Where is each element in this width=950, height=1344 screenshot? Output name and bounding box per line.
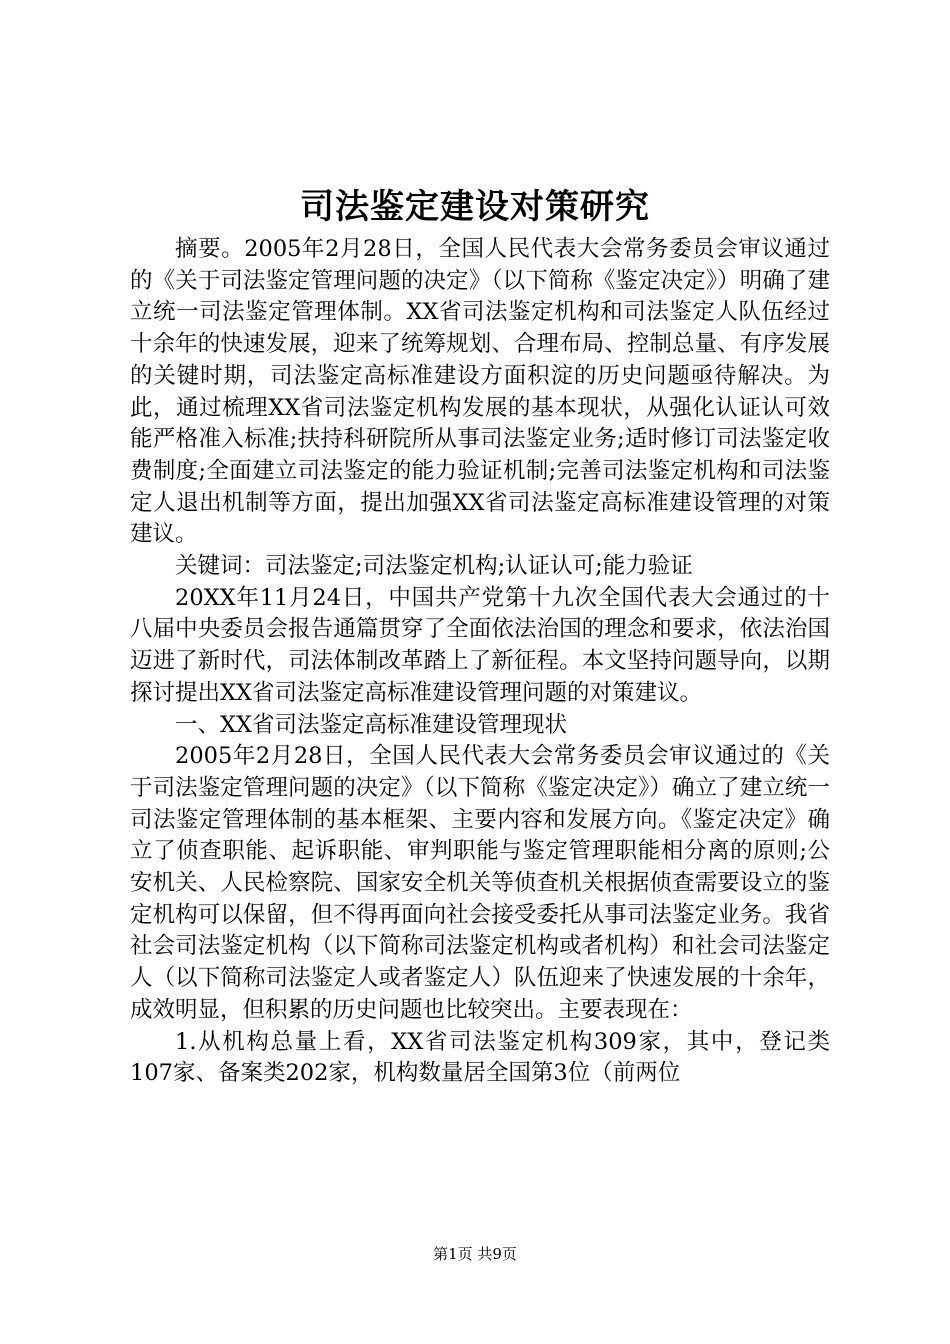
abstract-paragraph: 摘要。2005年2月28日，全国人民代表大会常务委员会审议通过的《关于司法鉴定管理问题的决定》（以下简称《鉴定决定》）明确了建立统一司法鉴定管理体制。XX省司法鉴定机构和司法鉴定人队伍经过十余年的快速发展，迎来了统筹规划、合理布局、控制总量、有序发展的关键时期，司法鉴定高标准建设方面积淀的历史问题亟待解决。为此，通过梳理XX省司法鉴定机构发展的基本现状，从强化认证认可效能严格准入标准;扶持科研院所从事司法鉴定业务;适时修订司法鉴定收费制度;全面建立司法鉴定的能力验证机制;完善司法鉴定机构和司法鉴定人退出机制等方面，提出加强XX省司法鉴定高标准建设管理的对策建议。: [130, 236, 830, 548]
document-body: [130, 234, 830, 1090]
list-item-paragraph: 1.从机构总量上看，XX省司法鉴定机构309家，其中，登记类107家、备案类202家，机构数量居全国第3位（前两位: [130, 1028, 830, 1087]
section-heading: 一、XX省司法鉴定高标准建设管理现状: [175, 711, 568, 738]
keywords-paragraph: 关键词：司法鉴定;司法鉴定机构;认证认可;能力验证: [175, 553, 693, 580]
document-title: 司法鉴定建设对策研究: [300, 187, 650, 227]
page-number-footer: 第1页 共9页: [433, 1245, 517, 1263]
body-paragraph: 2005年2月28日，全国人民代表大会常务委员会审议通过的《关于司法鉴定管理问题的决定》（以下简称《鉴定决定》）确立了建立统一司法鉴定管理体制的基本框架、主要内容和发展方向。《鉴定决定》确立了侦查职能、起诉职能、审判职能与鉴定管理职能相分离的原则;公安机关、人民检察院、国家安全机关等侦查机关根据侦查需要设立的鉴定机构可以保留，但不得再面向社会接受委托从事司法鉴定业务。我省社会司法鉴定机构（以下简称司法鉴定机构或者机构）和社会司法鉴定人（以下简称司法鉴定人或者鉴定人）队伍迎来了快速发展的十余年，成效明显，但积累的历史问题也比较突出。主要表现在：: [130, 743, 830, 1023]
intro-paragraph: 20XX年11月24日，中国共产党第十九次全国代表大会通过的十八届中央委员会报告通篇贯穿了全面依法治国的理念和要求，依法治国迈进了新时代，司法体制改革踏上了新征程。本文坚持问题导向，以期探讨提出XX省司法鉴定高标准建设管理问题的对策建议。: [130, 584, 830, 706]
